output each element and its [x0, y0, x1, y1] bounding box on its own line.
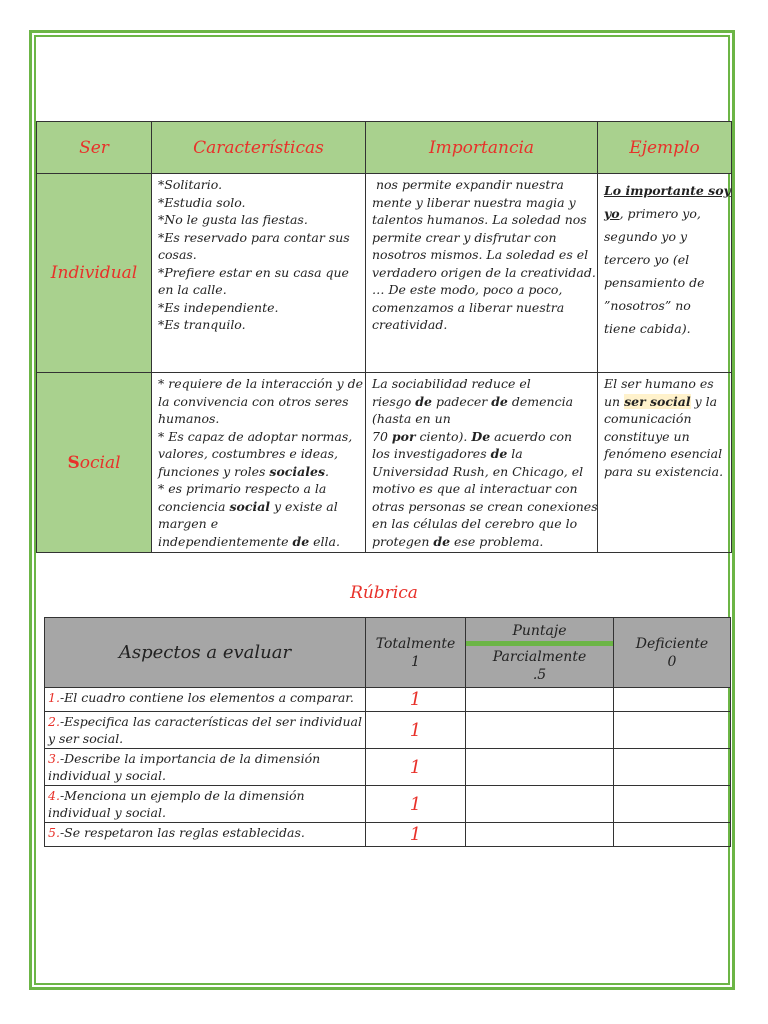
text-line — [372, 393, 591, 411]
header-totalmente — [366, 618, 466, 688]
bold-text: por — [391, 428, 416, 444]
text-line: permite crear y disfrutar con — [372, 229, 557, 245]
text-line — [604, 393, 725, 411]
text-line: ”nosotros” no — [604, 298, 691, 313]
rubric-criterion — [45, 823, 366, 847]
rubric-header-row — [45, 618, 731, 688]
text-line: para su existencia. — [604, 463, 724, 479]
text-line: La sociabilidad reduce el — [372, 376, 531, 391]
bold-text: de — [491, 393, 508, 409]
score-totalmente: 1 — [366, 749, 466, 786]
row-social — [37, 373, 732, 553]
score-parcialmente — [466, 786, 614, 823]
score-parcialmente — [466, 823, 614, 847]
bold-underlined-text: Lo importante soy — [604, 183, 731, 198]
text-line: pensamiento de — [604, 275, 705, 290]
text-line: segundo yo y — [604, 229, 688, 244]
criterion-number: 2. — [48, 714, 60, 729]
criterion-text: individual y social. — [48, 805, 166, 820]
text-line: *Solitario. — [158, 177, 223, 192]
individual-ejemplo — [598, 174, 732, 373]
comparison-header-row — [37, 122, 732, 174]
text-fragment: y la — [690, 393, 718, 409]
header-parcialmente-value: .5 — [532, 667, 547, 683]
text-line: motivo es que al interactuar con — [372, 481, 578, 496]
rubric-row — [45, 823, 731, 847]
criterion-text: y ser social. — [48, 731, 124, 746]
text-fragment: ese problema. — [450, 533, 544, 549]
header-deficiente — [614, 618, 731, 688]
text-line: * es primario respecto a la — [158, 481, 327, 496]
social-caracteristicas — [152, 373, 366, 553]
text-line: creatividad. — [372, 317, 448, 332]
text-fragment: conciencia — [158, 498, 230, 514]
row-individual — [37, 174, 732, 373]
row-label-social — [37, 373, 152, 553]
score-totalmente: 1 — [366, 823, 466, 847]
header-ejemplo: Ejemplo — [598, 122, 732, 174]
header-puntaje — [466, 618, 614, 688]
text-line — [158, 498, 359, 516]
text-line: * requiere de la interacción y de — [158, 376, 364, 391]
text-line: *Prefiere estar en su casa que — [158, 264, 349, 280]
text-line: humanos. — [158, 411, 220, 426]
text-fragment: un — [604, 393, 625, 409]
text-fragment: protegen — [372, 533, 434, 549]
header-puntaje-label: Puntaje — [466, 621, 613, 646]
highlighted-text: ser social — [624, 393, 691, 409]
text-line — [604, 176, 731, 202]
score-parcialmente — [466, 749, 614, 786]
score-deficiente — [614, 786, 731, 823]
rubric-row — [45, 749, 731, 786]
individual-caracteristicas — [152, 174, 366, 373]
text-fragment: acuerdo con — [490, 428, 573, 444]
text-line: talentos humanos. La soledad nos — [372, 212, 587, 227]
text-line: en la calle. — [158, 282, 227, 297]
criterion-text: -El cuadro contiene los elementos a comparar. — [59, 690, 354, 705]
bold-text: de — [433, 533, 451, 549]
text-fragment: los investigadores — [372, 446, 491, 461]
comparison-table — [36, 121, 732, 553]
score-deficiente — [614, 749, 731, 786]
header-totalmente-value: 1 — [411, 653, 420, 670]
social-ejemplo — [598, 373, 732, 553]
text-fragment: la — [507, 446, 523, 461]
bold-text: de — [292, 533, 310, 549]
text-line: *Estudia solo. — [158, 194, 246, 210]
criterion-number: 1. — [48, 690, 60, 705]
text-line: Universidad Rush, en Chicago, el — [372, 463, 584, 479]
score-totalmente: 1 — [366, 786, 466, 823]
text-line: otras personas se crean conexiones — [372, 498, 598, 514]
text-line: la convivencia con otros seres — [158, 393, 349, 409]
rubric-criterion — [45, 688, 366, 712]
text-fragment: ella. — [309, 533, 340, 549]
text-fragment: , primero yo, — [619, 206, 701, 221]
score-deficiente — [614, 688, 731, 712]
text-line: verdadero origen de la creatividad. — [372, 264, 596, 280]
text-line: *No le gusta las fiestas. — [158, 212, 308, 227]
label-initial: S — [67, 452, 80, 473]
text-line: valores, costumbres e ideas, — [158, 446, 339, 461]
bold-text: social — [229, 498, 271, 514]
text-line: El ser humano es — [604, 376, 714, 391]
text-fragment: 70 — [372, 428, 392, 444]
score-totalmente: 1 — [366, 688, 466, 712]
row-label-individual: Individual — [37, 174, 152, 373]
text-line: (hasta en un — [372, 411, 451, 426]
rubrica-title: Rúbrica — [350, 583, 418, 603]
bold-text: de — [490, 446, 508, 461]
text-line: tiene cabida). — [604, 321, 691, 336]
text-line: en las células del cerebro que lo — [372, 516, 578, 531]
text-line: mente y liberar nuestra magia y — [372, 194, 576, 210]
text-line — [372, 428, 591, 446]
text-line: constituye un — [604, 428, 690, 444]
criterion-text: -Describe la importancia de la dimensión — [59, 751, 321, 766]
header-caracteristicas: Características — [152, 122, 366, 174]
score-deficiente — [614, 823, 731, 847]
text-line: *Es independiente. — [158, 299, 279, 315]
rubric-row — [45, 688, 731, 712]
header-parcialmente-label: Parcialmente — [492, 649, 587, 665]
bold-text: sociales — [269, 463, 325, 479]
bold-underlined-text: yo — [604, 206, 620, 221]
criterion-text: -Se respetaron las reglas establecidas. — [59, 825, 305, 840]
text-line — [372, 533, 591, 551]
text-fragment: funciones y roles — [158, 463, 270, 479]
text-line: * Es capaz de adoptar normas, — [158, 428, 353, 444]
rubric-row — [45, 712, 731, 749]
bold-text: de — [415, 393, 432, 409]
text-line: fenómeno esencial — [604, 446, 723, 461]
text-line: nos permite expandir nuestra — [372, 177, 564, 192]
text-line — [158, 533, 359, 551]
bold-text: De — [471, 428, 491, 444]
text-line — [372, 445, 591, 463]
rubric-row — [45, 786, 731, 823]
text-line: margen e — [158, 516, 219, 531]
rubric-table — [44, 617, 731, 847]
criterion-number: 3. — [48, 751, 60, 766]
text-fragment: . — [325, 463, 329, 479]
text-line — [604, 202, 725, 225]
text-fragment: demencia — [507, 393, 574, 409]
social-importancia — [366, 373, 598, 553]
text-line: comunicación — [604, 411, 692, 426]
text-line: … De este modo, poco a poco, — [372, 282, 563, 297]
text-fragment: y existe al — [270, 498, 338, 514]
text-line: comenzamos a liberar nuestra — [372, 299, 565, 315]
header-ser: Ser — [37, 122, 152, 174]
criterion-text: -Especifica las características del ser individual — [59, 714, 362, 729]
text-line: nosotros mismos. La soledad es el — [372, 247, 589, 262]
label-rest: ocial — [79, 452, 121, 473]
header-deficiente-value: 0 — [667, 653, 677, 670]
header-aspectos: Aspectos a evaluar — [45, 618, 366, 688]
criterion-number: 5. — [48, 825, 60, 840]
text-line — [158, 463, 359, 481]
rubric-criterion — [45, 712, 366, 749]
score-parcialmente — [466, 712, 614, 749]
text-fragment: independientemente — [158, 533, 293, 549]
text-fragment: riesgo — [372, 393, 416, 409]
criterion-text: -Menciona un ejemplo de la dimensión — [59, 788, 305, 803]
text-line: *Es reservado para contar sus — [158, 229, 350, 245]
text-fragment: padecer — [432, 393, 492, 409]
rubric-criterion — [45, 749, 366, 786]
header-totalmente-label: Totalmente — [375, 635, 456, 652]
score-deficiente — [614, 712, 731, 749]
header-importancia: Importancia — [366, 122, 598, 174]
criterion-number: 4. — [48, 788, 60, 803]
rubric-criterion — [45, 786, 366, 823]
text-line: *Es tranquilo. — [158, 317, 246, 332]
text-line: tercero yo (el — [604, 252, 690, 267]
individual-importancia — [366, 174, 598, 373]
score-totalmente: 1 — [366, 712, 466, 749]
header-deficiente-label: Deficiente — [635, 635, 709, 652]
text-line: cosas. — [158, 247, 197, 262]
criterion-text: individual y social. — [48, 768, 166, 783]
text-fragment: ciento). — [415, 428, 472, 444]
score-parcialmente — [466, 688, 614, 712]
